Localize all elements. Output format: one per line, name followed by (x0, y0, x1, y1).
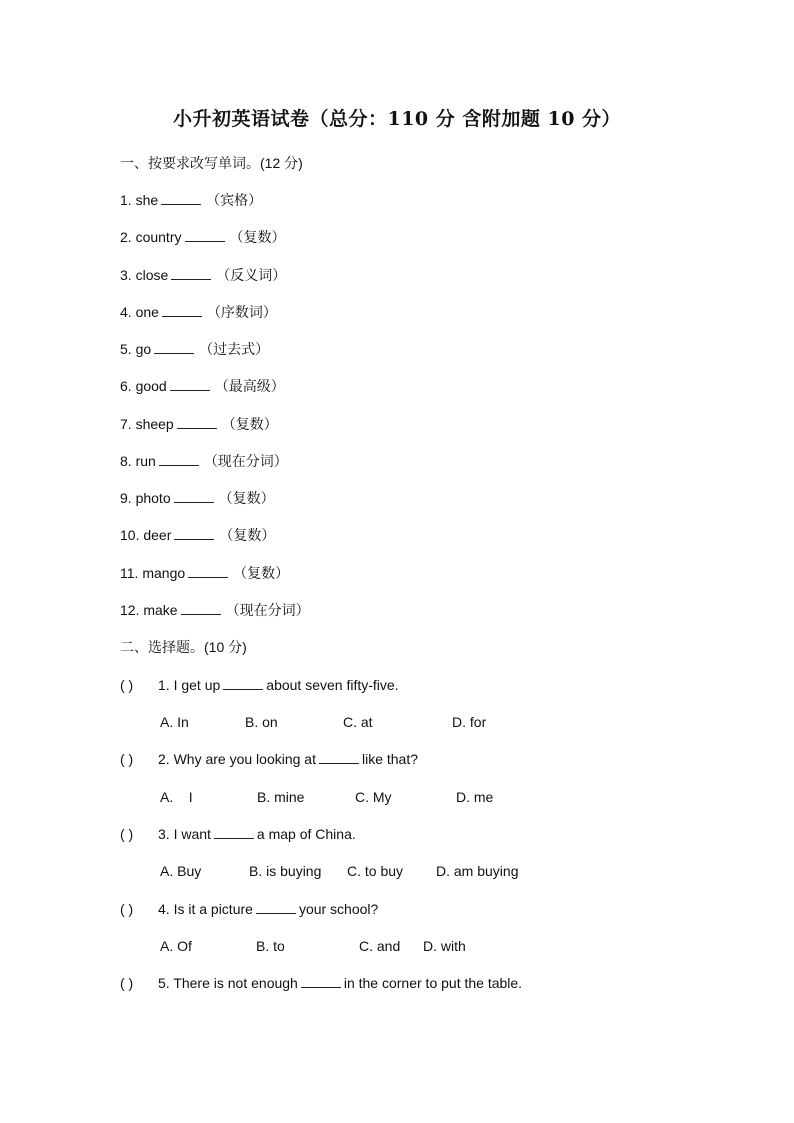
rewrite-item (120, 302, 277, 322)
rewrite-item (120, 339, 269, 359)
option-b[interactable]: B. mine (257, 789, 305, 805)
item-number: 7. (120, 416, 132, 432)
rewrite-item (120, 227, 286, 247)
item-hint: （序数词） (206, 304, 277, 320)
item-word: country (135, 229, 182, 245)
answer-blank[interactable] (188, 564, 228, 578)
item-number: 6. (120, 378, 132, 394)
answer-blank[interactable] (177, 415, 217, 429)
choice-question (120, 973, 522, 993)
item-hint: （现在分词） (203, 453, 288, 469)
item-hint: （过去式） (199, 341, 270, 357)
rewrite-item (120, 451, 288, 471)
question-text-after: like that? (361, 751, 419, 767)
item-number: 11. (120, 565, 139, 581)
rewrite-item (120, 600, 310, 620)
answer-paren[interactable]: ( ) (120, 901, 134, 917)
choice-question (120, 749, 418, 769)
item-word: she (135, 192, 159, 208)
question-text-after: your school? (298, 901, 379, 917)
choice-question (120, 824, 356, 844)
question-text-after: in the corner to put the table. (343, 975, 523, 991)
item-word: one (135, 304, 159, 320)
rewrite-item (120, 376, 285, 396)
answer-paren[interactable]: ( ) (120, 826, 134, 842)
item-word: deer (143, 527, 172, 543)
question-text-before: 5. There is not enough (158, 975, 298, 991)
option-a[interactable]: A. Of (160, 938, 192, 954)
section-heading-rewrite: 一、按要求改写单词。(12 分) (120, 155, 303, 171)
section-heading-choice: 二、选择题。(10 分) (120, 639, 247, 655)
item-hint: （最高级） (214, 378, 285, 394)
answer-paren[interactable]: ( ) (120, 975, 134, 991)
item-word: run (135, 453, 156, 469)
question-text-before: 4. Is it a picture (158, 901, 253, 917)
answer-blank (214, 825, 254, 839)
rewrite-item (120, 414, 278, 434)
option-b[interactable]: B. to (256, 938, 285, 954)
option-d[interactable]: D. with (423, 938, 466, 954)
question-text-before: 1. I get up (158, 677, 221, 693)
answer-blank[interactable] (185, 228, 225, 242)
item-number: 3. (120, 267, 132, 283)
item-word: photo (135, 490, 171, 506)
option-b[interactable]: B. is buying (249, 863, 322, 879)
rewrite-item (120, 525, 275, 545)
option-c[interactable]: C. at (343, 714, 373, 730)
question-text-before: 2. Why are you looking at (158, 751, 316, 767)
answer-blank (223, 676, 263, 690)
answer-blank[interactable] (159, 452, 199, 466)
rewrite-item (120, 190, 262, 210)
option-a[interactable]: A. In (160, 714, 189, 730)
answer-blank[interactable] (171, 266, 211, 280)
answer-blank[interactable] (174, 526, 214, 540)
item-number: 5. (120, 341, 132, 357)
option-b[interactable]: B. on (245, 714, 278, 730)
option-d[interactable]: D. me (456, 789, 494, 805)
item-hint: （复数） (229, 229, 286, 245)
option-a[interactable]: A. I (160, 789, 193, 805)
answer-paren[interactable]: ( ) (120, 677, 134, 693)
item-word: sheep (135, 416, 174, 432)
item-word: good (135, 378, 167, 394)
item-hint: （现在分词） (225, 602, 310, 618)
rewrite-item (120, 265, 286, 285)
answer-blank[interactable] (181, 601, 221, 615)
item-word: close (135, 267, 169, 283)
question-text-before: 3. I want (158, 826, 211, 842)
option-d[interactable]: D. am buying (436, 863, 519, 879)
item-hint: （复数） (233, 565, 290, 581)
item-hint: （复数） (221, 416, 278, 432)
question-text-after: about seven fifty-five. (266, 677, 399, 693)
item-hint: （宾格） (206, 192, 263, 208)
item-word: make (143, 602, 178, 618)
option-c[interactable]: C. My (355, 789, 392, 805)
item-number: 9. (120, 490, 132, 506)
answer-blank (256, 900, 296, 914)
answer-blank[interactable] (170, 377, 210, 391)
option-d[interactable]: D. for (452, 714, 487, 730)
option-a[interactable]: A. Buy (160, 863, 202, 879)
answer-blank (319, 750, 359, 764)
answer-blank (301, 974, 341, 988)
question-text-after: a map of China. (256, 826, 356, 842)
item-hint: （复数） (218, 490, 275, 506)
exam-title: 小升初英语试卷（总分：110 分 含附加题 10 分） (172, 108, 622, 130)
answer-blank[interactable] (162, 303, 202, 317)
item-hint: （复数） (219, 527, 276, 543)
item-word: mango (142, 565, 186, 581)
item-word: go (135, 341, 152, 357)
answer-blank[interactable] (161, 191, 201, 205)
item-number: 4. (120, 304, 132, 320)
item-number: 2. (120, 229, 132, 245)
choice-question (120, 675, 399, 695)
item-hint: （反义词） (216, 267, 287, 283)
item-number: 12. (120, 602, 140, 618)
answer-blank[interactable] (174, 489, 214, 503)
answer-paren[interactable]: ( ) (120, 751, 134, 767)
option-c[interactable]: C. to buy (347, 863, 404, 879)
item-number: 8. (120, 453, 132, 469)
rewrite-item (120, 488, 275, 508)
item-number: 10. (120, 527, 140, 543)
rewrite-item (120, 563, 289, 583)
answer-blank[interactable] (154, 340, 194, 354)
choice-question (120, 899, 378, 919)
item-number: 1. (120, 192, 132, 208)
option-c[interactable]: C. and (359, 938, 401, 954)
